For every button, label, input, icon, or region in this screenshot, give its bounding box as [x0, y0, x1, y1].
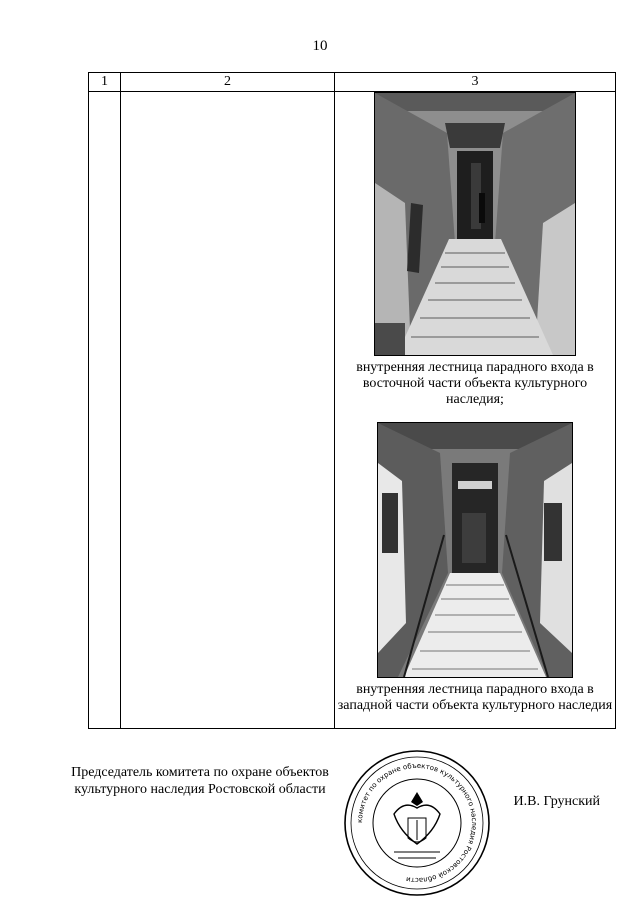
east-staircase-photo — [374, 92, 576, 356]
table-header-row — [89, 73, 616, 92]
table-cell-3 — [335, 92, 616, 729]
official-seal-icon — [342, 748, 492, 898]
heritage-table — [88, 72, 616, 729]
column-header-1: 1 — [89, 73, 121, 92]
column-header-3: 3 — [335, 73, 616, 92]
page-number: 10 — [312, 38, 328, 54]
table-cell-1 — [89, 92, 121, 729]
signer-name: И.В. Грунский — [513, 794, 600, 809]
column-header-2: 2 — [121, 73, 335, 92]
east-staircase-caption: внутренняя лестница парадного входа в восточной части объекта культурного наследия; — [356, 360, 594, 407]
signer-position: Председатель комитета по охране объектов культурного наследия Ростовской области — [71, 765, 329, 797]
table-cell-2 — [121, 92, 335, 729]
west-staircase-photo — [377, 422, 573, 678]
seal-text: комитет по охране объектов культурного наследия Ростовской области — [355, 761, 479, 885]
table-row — [89, 92, 616, 729]
west-staircase-caption: внутренняя лестница парадного входа в западной части объекта культурного наследия — [337, 682, 613, 713]
